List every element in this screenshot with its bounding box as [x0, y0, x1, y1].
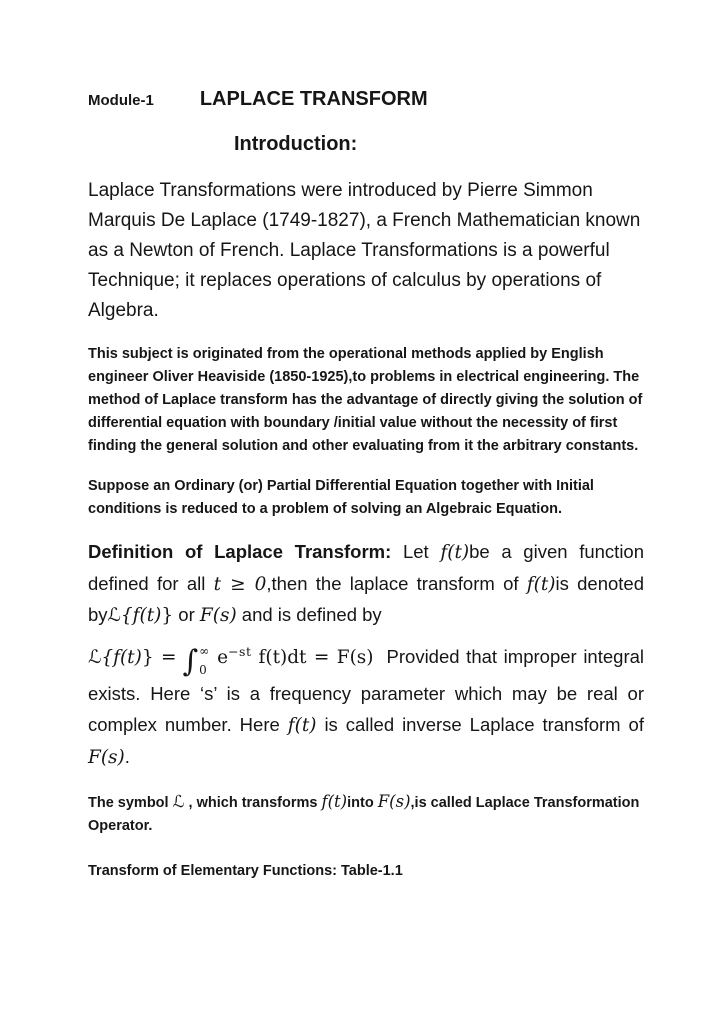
- intro-heading: Introduction:: [234, 133, 358, 155]
- operator-note: [88, 790, 644, 838]
- formula-text: .: [124, 745, 130, 767]
- math-F-of-s: F(s): [377, 791, 411, 811]
- operator-note-text: ,is called Laplace Transformation Operator.: [88, 794, 640, 834]
- operator-note-text: The symbol: [88, 794, 173, 811]
- title-row: [88, 88, 644, 111]
- closing-brace: }: [161, 605, 174, 626]
- math-f-of-t: f(t): [321, 791, 348, 811]
- operator-note-text: into: [347, 794, 378, 811]
- math-F-of-s: F(s): [88, 746, 125, 768]
- laplace-operator-symbol: ℒ{: [88, 646, 114, 668]
- laplace-operator-symbol: ℒ: [172, 791, 185, 811]
- math-t-ge-zero: t ≥ 0: [213, 573, 267, 595]
- history-paragraph: This subject is originated from the operational methods applied by English engineer Oliver Heaviside (1850-1925),to problems in electrical engineering. The method of Laplace transform has the advantage of directly giving the solution of differential equation with boundary /initial value without the necessity of first finding the general solution and other evaluating from it the arbitrary constants.: [88, 346, 643, 454]
- definition-text: be a given function defined for all: [88, 541, 645, 594]
- equals-sign: } =: [141, 646, 177, 668]
- math-f-of-t: f(t): [132, 605, 162, 626]
- integral-glyph: ∫: [182, 643, 199, 679]
- formula-paragraph: [88, 636, 644, 773]
- math-f-of-t: f(t): [440, 542, 470, 563]
- definition-text: or: [173, 604, 200, 625]
- exponential-term: [217, 643, 252, 668]
- e-exponent: −st: [228, 643, 252, 659]
- definition-heading: Definition of Laplace Transform:: [88, 541, 392, 562]
- formula-text: Provided that improper integral exists. Here ‘s’ is a frequency parameter which may be real or complex number. Here: [88, 645, 644, 735]
- definition-text: ,then the laplace transform of: [266, 572, 527, 594]
- integral-upper-limit: ∞: [199, 643, 210, 658]
- table-note: Transform of Elementary Functions: Table-1.1: [88, 862, 403, 879]
- math-f-of-t: f(t): [287, 714, 317, 736]
- integral-limits: [199, 643, 210, 677]
- definition-text: Let: [391, 541, 441, 562]
- formula-text: is called inverse Laplace transform of: [316, 713, 644, 735]
- definition-text: and is defined by: [236, 604, 382, 625]
- definition-paragraph: [88, 537, 644, 632]
- module-label: Module-1: [88, 92, 154, 109]
- page-content: [88, 88, 644, 883]
- operator-note-text: , which transforms: [184, 794, 322, 811]
- page-title: LAPLACE TRANSFORM: [199, 88, 428, 110]
- e-base: e: [217, 646, 229, 668]
- math-F-of-s: F(s): [199, 605, 237, 626]
- laplace-operator-symbol: ℒ{: [107, 605, 133, 626]
- integral-lower-limit: 0: [199, 662, 207, 677]
- suppose-paragraph: Suppose an Ordinary (or) Partial Differential Equation together with Initial conditions is reduced to a problem of solving an Algebraic Equation.: [88, 478, 594, 517]
- definition-text: is denoted by: [88, 572, 645, 625]
- integrand: f(t)dt = F(s): [258, 646, 374, 668]
- intro-paragraph: Laplace Transformations were introduced by Pierre Simmon Marquis De Laplace (1749-1827), a French Mathematician known as a Newton of French. Laplace Transformations is a powerful Technique; it replaces operations of calculus by operations of Algebra.: [88, 180, 641, 321]
- math-f-of-t: f(t): [113, 646, 142, 668]
- integral-symbol: [182, 643, 210, 679]
- math-f-of-t: f(t): [526, 573, 556, 595]
